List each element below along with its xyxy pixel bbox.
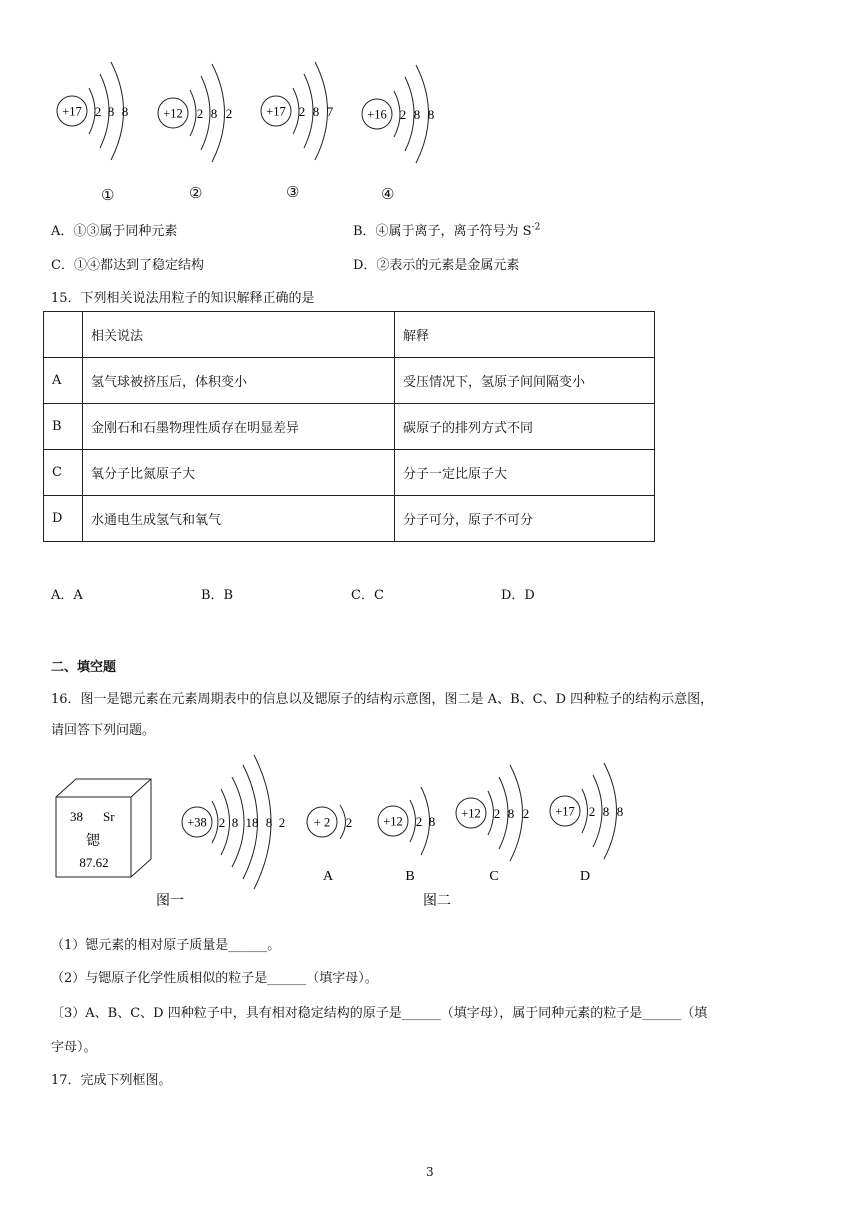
q14-atom-1-shell-2: 8: [107, 104, 115, 119]
table-cell-claim: 金刚石和石墨物理性质存在明显差异: [83, 404, 395, 450]
q14-atom-4-shell-1: 2: [399, 107, 407, 122]
q16-figure: [0, 745, 860, 915]
element-name: 锶: [86, 834, 100, 849]
q14-atom-1-shell-3: 8: [121, 104, 129, 119]
q14-atom-4-nucleus: +16: [367, 107, 387, 122]
particle-d-shell-1: 2: [588, 804, 596, 819]
table-row: [44, 404, 655, 450]
particle-b-shell-2: 8: [428, 814, 436, 829]
particle-b-nucleus: +12: [383, 814, 403, 829]
particle-c-shell-2: 8: [507, 806, 515, 821]
q14-atom-1-nucleus: +17: [62, 104, 82, 119]
table-cell-key: A: [44, 358, 83, 404]
particle-b-diagram: [378, 787, 435, 884]
q14-atom-diagrams: [0, 0, 860, 210]
q14-atom-4: [362, 65, 434, 163]
q14-atom-4-shell-3: 8: [427, 107, 435, 122]
q17-stem: 17．完成下列框图。: [51, 1073, 172, 1088]
particle-d-nucleus: +17: [555, 804, 575, 819]
table-cell-key: D: [44, 496, 83, 542]
table-row: [44, 496, 655, 542]
q15-option-c: C．C: [351, 588, 384, 603]
q14-option-d: D．②表示的元素是金属元素: [353, 258, 520, 273]
q14-atom-4-shell-2: 8: [413, 107, 421, 122]
q14-option-b-sup: -2: [531, 222, 541, 233]
particle-a-nucleus: + 2: [313, 815, 331, 830]
q16-sub-3-line-1: 〔3）A、B、C、D 四种粒子中，具有相对稳定结构的原子是______（填字母），属于同种元素的粒子是______（填: [51, 1006, 708, 1021]
particle-d-shell-2: 8: [602, 804, 610, 819]
table-cell-explain: 碳原子的排列方式不同: [395, 404, 655, 450]
element-mass: 87.62: [79, 855, 109, 870]
sr-atom-nucleus: +38: [187, 815, 207, 830]
table-cell-claim: 氢气球被挤压后，体积变小: [83, 358, 395, 404]
element-tile: [56, 779, 151, 877]
table-header-row: [44, 312, 655, 358]
q14-label-1: ①: [101, 186, 115, 204]
q15-option-d: D．D: [501, 588, 535, 603]
sr-atom-shell-4: 8: [265, 815, 273, 830]
sr-atom-shell-3: 18: [245, 815, 259, 830]
q16-stem-line-2: 请回答下列问题。: [51, 723, 156, 738]
table-cell-key: C: [44, 450, 83, 496]
particle-a-shell-1: 2: [345, 815, 353, 830]
table-cell-explain: 分子一定比原子大: [395, 450, 655, 496]
sr-atom-diagram: [182, 755, 285, 889]
table-cell-explain: 受压情况下，氢原子间间隔变小: [395, 358, 655, 404]
particle-a-label: A: [322, 869, 334, 884]
particle-a-diagram: [307, 805, 352, 884]
q14-atom-3-shell-1: 2: [298, 104, 306, 119]
q14-atom-2-shell-1: 2: [196, 106, 204, 121]
q15-option-b: B．B: [201, 588, 234, 603]
table-cell-explain: 分子可分，原子不可分: [395, 496, 655, 542]
table-row: [44, 358, 655, 404]
sr-atom-shell-2: 8: [231, 815, 239, 830]
q16-stem-line-1: 16．图一是锶元素在元素周期表中的信息以及锶原子的结构示意图，图二是 A、B、C、D 四种粒子的结构示意图，: [51, 692, 714, 707]
q14-option-a: A．①③属于同种元素: [51, 224, 178, 239]
element-number: 38: [70, 809, 83, 824]
table-header-cell-explain: 解释: [395, 312, 655, 358]
particle-d-diagram: [550, 763, 623, 884]
table-cell-claim: 氧分子比氮原子大: [83, 450, 395, 496]
q16-sub-2: （2）与锶原子化学性质相似的粒子是______（填字母）。: [51, 971, 378, 986]
particle-b-shell-1: 2: [415, 814, 423, 829]
particle-c-nucleus: +12: [461, 806, 481, 821]
table-header-cell-claim: 相关说法: [83, 312, 395, 358]
particle-c-label: C: [489, 869, 499, 884]
table-cell-key: B: [44, 404, 83, 450]
section-title: 二、填空题: [51, 660, 117, 675]
q15-option-a: A．A: [51, 588, 83, 603]
page-number: 3: [426, 1165, 434, 1179]
q14-atom-2-shell-2: 8: [210, 106, 218, 121]
figure-1-caption: 图一: [156, 894, 184, 909]
q14-atom-2-shell-3: 2: [225, 106, 233, 121]
q14-atom-1-shell-1: 2: [94, 104, 102, 119]
figure-2-caption: 图二: [423, 894, 451, 909]
particle-c-diagram: [456, 765, 529, 884]
q16-sub-3-line-2: 字母）。: [51, 1040, 97, 1055]
particle-c-shell-1: 2: [493, 806, 501, 821]
q14-atom-2: [158, 64, 232, 162]
sr-atom-shell-1: 2: [218, 815, 226, 830]
table-cell-claim: 水通电生成氢气和氧气: [83, 496, 395, 542]
q14-option-c: C．①④都达到了稳定结构: [51, 258, 204, 273]
element-symbol: Sr: [103, 809, 115, 824]
q14-atom-3-shell-3: 7: [326, 104, 334, 119]
q14-label-4: ④: [381, 185, 395, 203]
table-header-cell-key: [44, 312, 83, 358]
q14-option-b-text: B．④属于离子，离子符号为 S: [353, 224, 532, 239]
q14-atom-3-shell-2: 8: [312, 104, 320, 119]
q14-option-b: [353, 220, 540, 239]
q14-atom-3: [261, 62, 334, 160]
q14-label-3: ③: [286, 183, 300, 201]
particle-c-shell-3: 2: [522, 806, 530, 821]
q15-stem: 15．下列相关说法用粒子的知识解释正确的是: [51, 291, 315, 306]
particle-d-shell-3: 8: [616, 804, 624, 819]
q15-table: [43, 311, 655, 542]
table-row: [44, 450, 655, 496]
q14-atom-2-nucleus: +12: [163, 106, 183, 121]
q16-sub-1: （1）锶元素的相对原子质量是______。: [51, 938, 281, 953]
q14-atom-3-nucleus: +17: [266, 104, 286, 119]
sr-atom-shell-5: 2: [278, 815, 286, 830]
q14-label-2: ②: [189, 184, 203, 202]
particle-b-label: B: [405, 869, 415, 884]
particle-d-label: D: [579, 869, 591, 884]
q14-atom-1: [57, 62, 128, 160]
